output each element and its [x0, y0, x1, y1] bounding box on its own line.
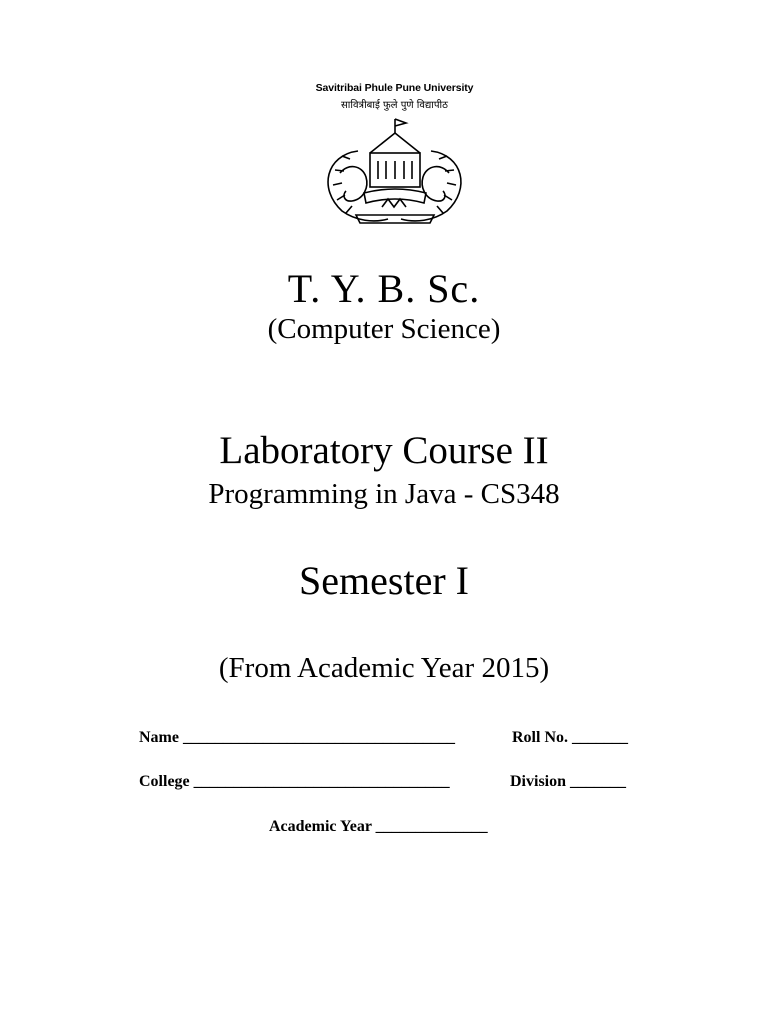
- university-logo: [298, 77, 491, 230]
- academic-year-note: (From Academic Year 2015): [218, 652, 550, 684]
- academic-year-field-line: Academic Year ______________: [269, 818, 488, 835]
- degree-title: T. Y. B. Sc.: [287, 266, 481, 311]
- logo-university-name: Savitribai Phule Pune University: [315, 82, 474, 94]
- university-seal-emblem: [298, 111, 491, 228]
- semester-title: Semester I: [299, 558, 469, 603]
- roll-no-field-line: Roll No. _______: [512, 729, 628, 746]
- name-field-line: Name __________________________________: [139, 729, 455, 746]
- course-title: Laboratory Course II: [219, 429, 549, 472]
- paper-title: Programming in Java - CS348: [208, 478, 560, 510]
- degree-subject: (Computer Science): [267, 313, 501, 345]
- college-field-line: College ________________________________: [139, 773, 450, 790]
- logo-university-name-marathi: सावित्रीबाई फुले पुणे विद्यापीठ: [341, 100, 448, 111]
- division-field-line: Division _______: [510, 773, 627, 790]
